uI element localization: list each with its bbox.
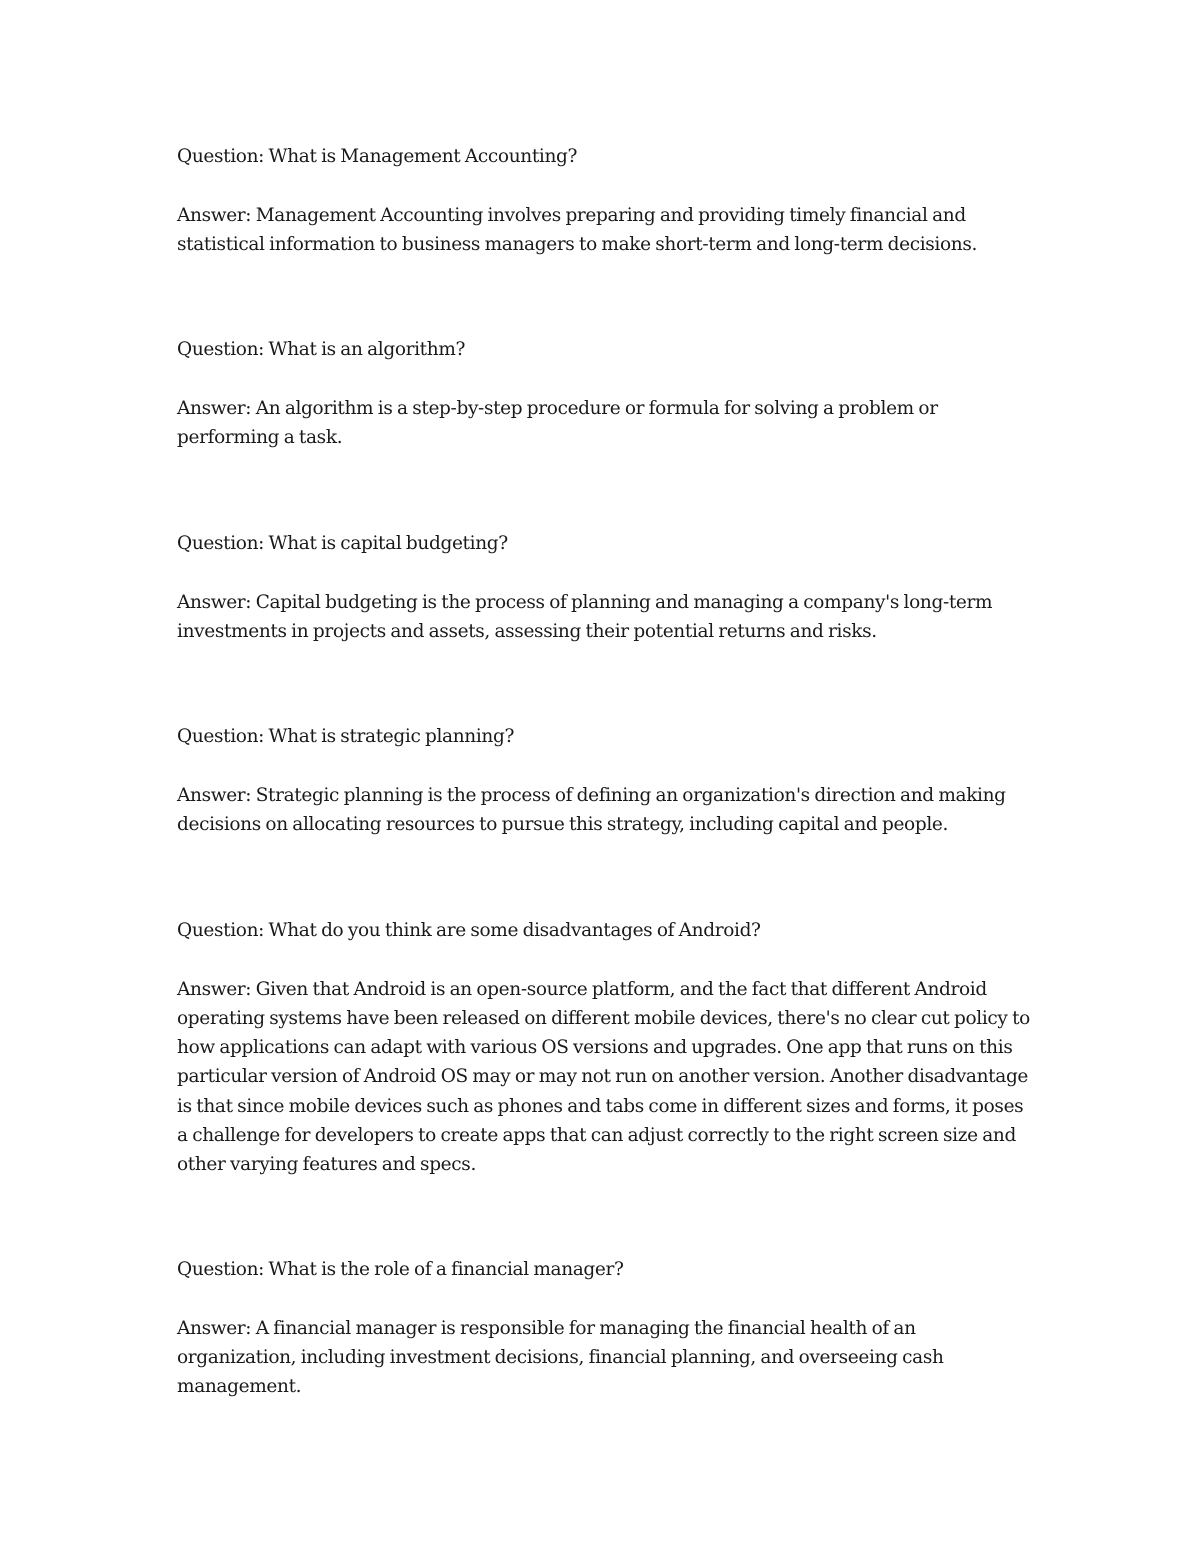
qa-block-algorithm — [177, 335, 1037, 452]
answer-text: Answer: A financial manager is responsible for managing the financial health of an organization, including investment decisions, financial planning, and overseeing cash management. — [177, 1317, 944, 1398]
answer-text: Answer: Given that Android is an open-source platform, and the fact that different Android operating systems have been released on different mobile devices, there's no clear cut policy to how applications can adapt with various OS versions and upgrades. One app that runs on this particular version of Android OS may or may not run on another version. Another disadvantage is that since mobile devices such as phones and tabs come in different sizes and forms, it poses a challenge for developers to create apps that can adjust correctly to the right screen size and other varying features and specs. — [177, 978, 1030, 1176]
question-text: Question: What is the role of a financial manager? — [177, 1259, 624, 1280]
question-text: Question: What is Management Accounting? — [177, 146, 578, 167]
answer-text: Answer: An algorithm is a step-by-step procedure or formula for solving a problem or performing a task. — [177, 397, 938, 448]
qa-block-strategic-planning — [177, 722, 1037, 839]
qa-block-financial-manager — [177, 1255, 1037, 1401]
question-text: Question: What is strategic planning? — [177, 726, 515, 747]
answer-text: Answer: Capital budgeting is the process of planning and managing a company's long-term investments in projects and assets, assessing their potential returns and risks. — [177, 591, 993, 642]
answer-text: Answer: Management Accounting involves preparing and providing timely financial and statistical information to business managers to make short-term and long-term decisions. — [177, 204, 978, 255]
question-text: Question: What do you think are some disadvantages of Android? — [177, 920, 761, 941]
qa-block-android-disadvantages — [177, 916, 1037, 1180]
qa-block-capital-budgeting — [177, 529, 1037, 646]
question-text: Question: What is an algorithm? — [177, 339, 466, 360]
qa-block-management-accounting — [177, 142, 1037, 259]
answer-text: Answer: Strategic planning is the process of defining an organization's direction and making decisions on allocating resources to pursue this strategy, including capital and people. — [177, 784, 1006, 835]
question-text: Question: What is capital budgeting? — [177, 533, 508, 554]
